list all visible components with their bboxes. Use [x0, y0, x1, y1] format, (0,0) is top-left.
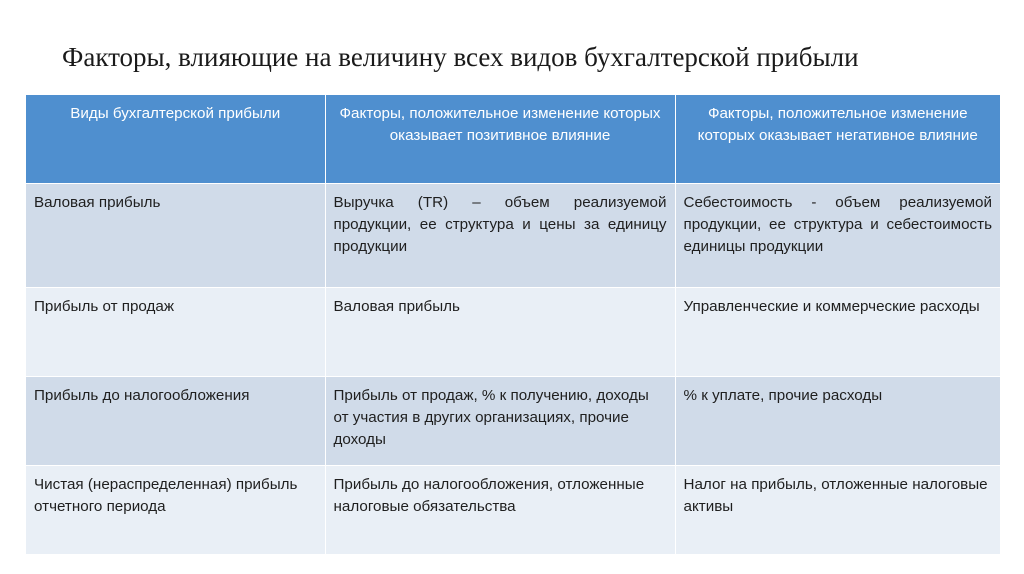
header-profit-types: Виды бухгалтерской прибыли	[26, 95, 325, 184]
cell-positive-factors: Выручка (TR) – объем реализуемой продукции, ее структура и цены за единицу продукции	[325, 184, 675, 288]
table-row	[26, 466, 1000, 555]
table-row	[26, 288, 1000, 377]
cell-profit-type: Валовая прибыль	[26, 184, 325, 288]
header-negative-factors: Факторы, положительное изменение которых оказывает негативное влияние	[675, 95, 1000, 184]
cell-negative-factors: Налог на прибыль, отложенные налоговые активы	[675, 466, 1000, 555]
slide-title: Факторы, влияющие на величину всех видов бухгалтерской прибыли	[62, 42, 859, 72]
cell-negative-factors: % к уплате, прочие расходы	[675, 377, 1000, 466]
cell-positive-factors: Прибыль до налогообложения, отложенные налоговые обязательства	[325, 466, 675, 555]
profit-factors-table	[26, 95, 1000, 554]
table-row	[26, 184, 1000, 288]
table-header-row	[26, 95, 1000, 184]
cell-profit-type: Прибыль от продаж	[26, 288, 325, 377]
cell-profit-type: Чистая (нераспределенная) прибыль отчетного периода	[26, 466, 325, 555]
cell-negative-factors: Себестоимость - объем реализуемой продукции, ее структура и себестоимость единицы продукции	[675, 184, 1000, 288]
table-row	[26, 377, 1000, 466]
cell-profit-type: Прибыль до налогообложения	[26, 377, 325, 466]
cell-positive-factors: Валовая прибыль	[325, 288, 675, 377]
cell-negative-factors: Управленческие и коммерческие расходы	[675, 288, 1000, 377]
cell-positive-factors: Прибыль от продаж, % к получению, доходы от участия в других организациях, прочие доходы	[325, 377, 675, 466]
header-positive-factors: Факторы, положительное изменение которых оказывает позитивное влияние	[325, 95, 675, 184]
